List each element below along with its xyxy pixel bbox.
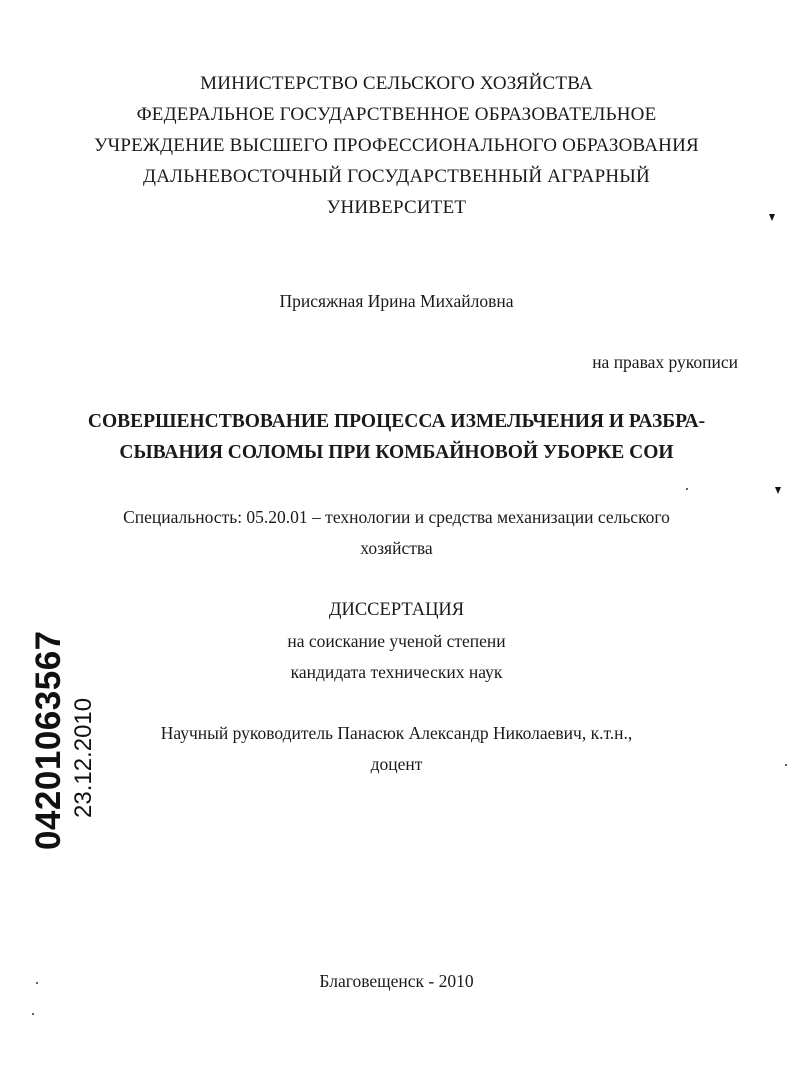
- dissertation-line-1: на соискание ученой степени: [287, 631, 506, 651]
- title-line-2: СЫВАНИЯ СОЛОМЫ ПРИ КОМБАЙНОВОЙ УБОРКЕ СОИ: [119, 442, 674, 463]
- stamp-date: 23.12.2010: [70, 697, 97, 818]
- scan-speck: [686, 488, 688, 490]
- supervisor-line-1: Научный руководитель Панасюк Александр Николаевич, к.т.н.,: [160, 723, 633, 743]
- scan-mark-icon: [775, 487, 781, 494]
- dissertation-line-2: кандидата технических наук: [290, 662, 503, 682]
- header-line-4: ДАЛЬНЕВОСТОЧНЫЙ ГОСУДАРСТВЕННЫЙ АГРАРНЫЙ: [143, 166, 650, 187]
- author-name: Присяжная Ирина Михайловна: [279, 291, 514, 311]
- specialty-line-1: Специальность: 05.20.01 – технологии и средства механизации сельского: [123, 507, 670, 527]
- manuscript-note: на правах рукописи: [592, 352, 738, 372]
- header-line-1: МИНИСТЕРСТВО СЕЛЬСКОГО ХОЗЯЙСТВА: [200, 73, 593, 94]
- stamp-number: 04201063567: [29, 630, 68, 850]
- title-line-1: СОВЕРШЕНСТВОВАНИЕ ПРОЦЕССА ИЗМЕЛЬЧЕНИЯ И РАЗБРА-: [87, 411, 706, 432]
- scan-speck: [785, 764, 787, 766]
- dissertation-heading: ДИССЕРТАЦИЯ: [328, 600, 465, 620]
- city-year: Благовещенск - 2010: [319, 971, 474, 991]
- header-line-2: ФЕДЕРАЛЬНОЕ ГОСУДАРСТВЕННОЕ ОБРАЗОВАТЕЛЬНОЕ: [136, 104, 657, 125]
- supervisor-line-2: доцент: [370, 754, 423, 774]
- scan-speck: [32, 1013, 34, 1015]
- header-line-3: УЧРЕЖДЕНИЕ ВЫСШЕГО ПРОФЕССИОНАЛЬНОГО ОБРАЗОВАНИЯ: [94, 135, 699, 156]
- scan-mark-icon: [769, 214, 775, 221]
- header-line-5: УНИВЕРСИТЕТ: [326, 197, 467, 218]
- scan-speck: [36, 982, 38, 984]
- specialty-line-2: хозяйства: [360, 538, 433, 558]
